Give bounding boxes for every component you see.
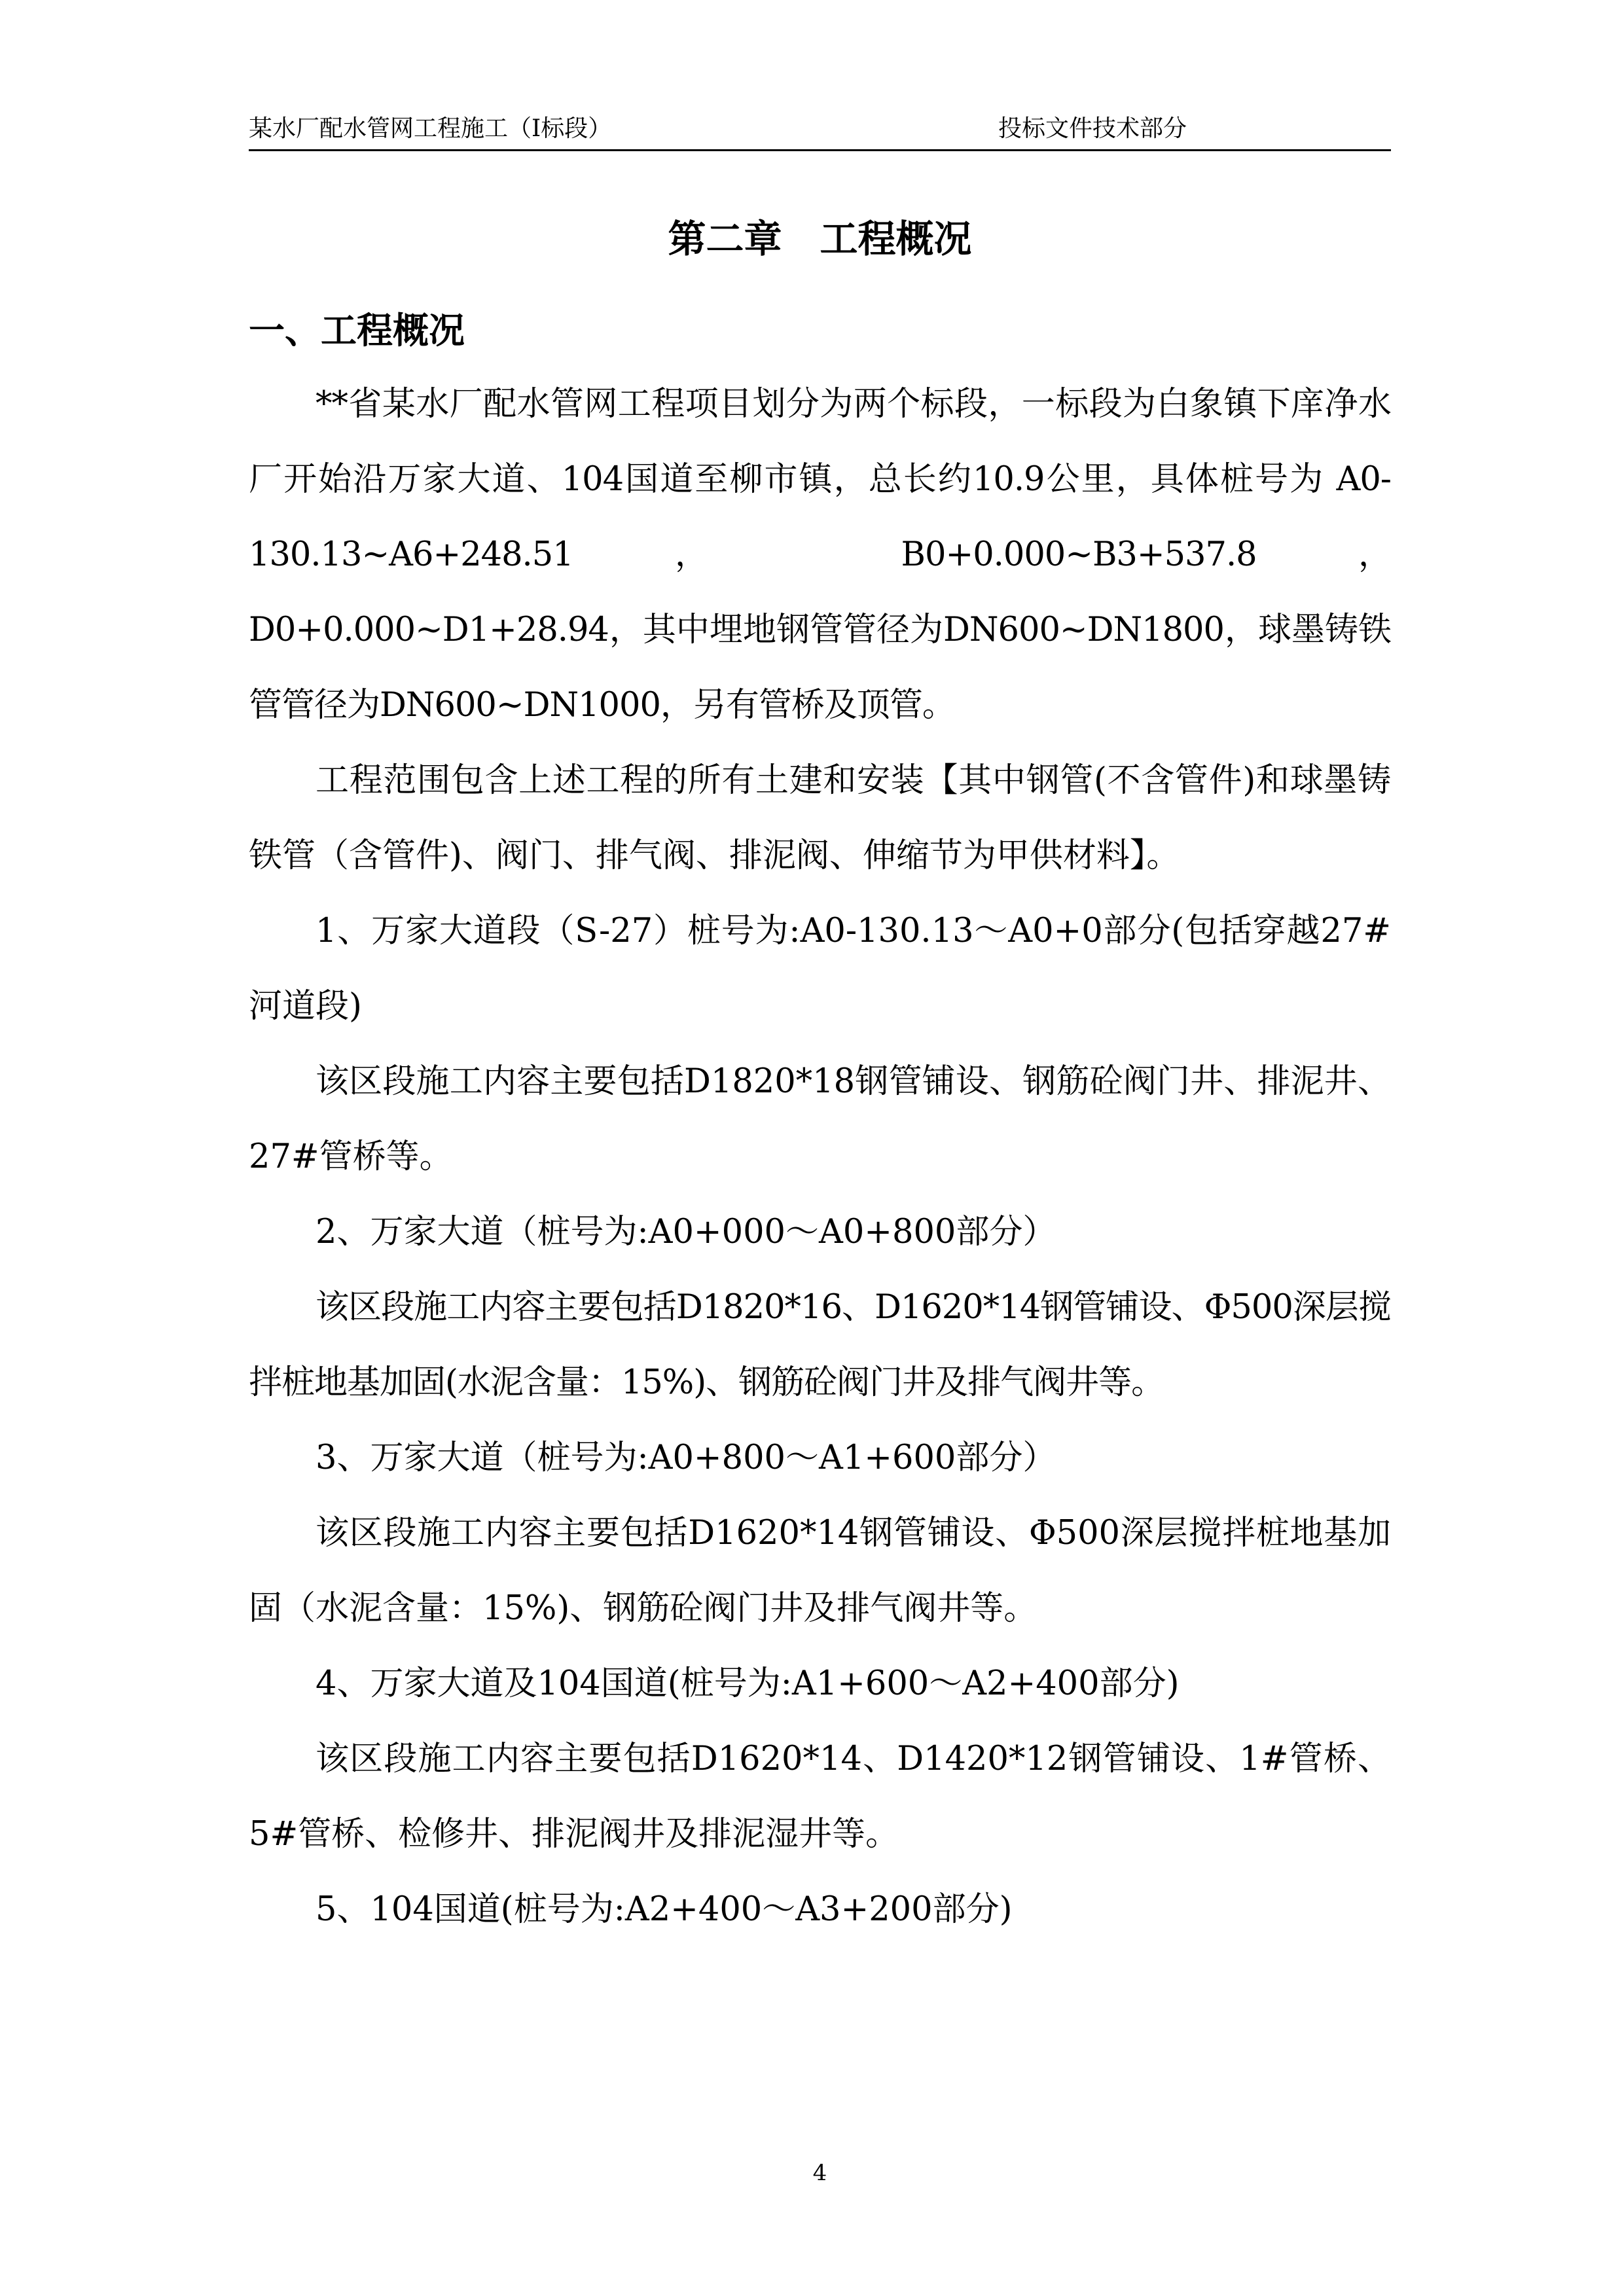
paragraph-section-1-title: 1、万家大道段（S-27）桩号为:A0-130.13～A0+0部分(包括穿越27#河道段) [249, 912, 1391, 1026]
paragraph-project-overview: **省某水厂配水管网工程项目划分为两个标段，一标段为白象镇下庠净水厂开始沿万家大道、104国道至柳市镇，总长约10.9公里，具体桩号为 A0-130.13~A6+248.51 ， B0+0.000~B3+537.8 ，D0+0.000~D1+28.94，其中埋地钢管管径为DN600~DN1800，球墨铸铁管管径为DN600~DN1000，另有管桥及顶管。 [249, 385, 1391, 725]
paragraph-section-2-content: 该区段施工内容主要包括D1820*16、D1620*14钢管铺设、Φ500深层搅拌桩地基加固(水泥含量：15%)、钢筋砼阀门井及排气阀井等。 [249, 1288, 1391, 1402]
paragraph-section-3-title: 3、万家大道（桩号为:A0+800～A1+600部分） [316, 1439, 1056, 1477]
body-text [249, 367, 1391, 1947]
header-rule [249, 149, 1391, 151]
page-header [249, 115, 1391, 147]
paragraph-section-3-content: 该区段施工内容主要包括D1620*14钢管铺设、Φ500深层搅拌桩地基加固（水泥含量：15%)、钢筋砼阀门井及排气阀井等。 [249, 1514, 1391, 1628]
page-number: 4 [812, 2160, 827, 2186]
chapter-title: 第二章 工程概况 [668, 217, 972, 261]
header-document-part: 投标文件技术部分 [998, 115, 1187, 142]
paragraph-section-5-title: 5、104国道(桩号为:A2+400～A3+200部分) [316, 1890, 1013, 1929]
paragraph-scope: 工程范围包含上述工程的所有土建和安装【其中钢管(不含管件)和球墨铸铁管（含管件)、阀门、排气阀、排泥阀、伸缩节为甲供材料】。 [249, 761, 1391, 875]
paragraph-section-1-content: 该区段施工内容主要包括D1820*18钢管铺设、钢筋砼阀门井、排泥井、27#管桥等。 [249, 1062, 1391, 1176]
paragraph-section-4-content: 该区段施工内容主要包括D1620*14、D1420*12钢管铺设、1#管桥、5#管桥、检修井、排泥阀井及排泥湿井等。 [249, 1740, 1391, 1854]
header-project-title: 某水厂配水管网工程施工（Ⅰ标段） [249, 115, 612, 142]
paragraph-section-2-title: 2、万家大道（桩号为:A0+000～A0+800部分） [316, 1213, 1056, 1251]
section-heading: 一、工程概况 [249, 309, 465, 351]
paragraph-section-4-title: 4、万家大道及104国道(桩号为:A1+600～A2+400部分) [316, 1664, 1180, 1703]
